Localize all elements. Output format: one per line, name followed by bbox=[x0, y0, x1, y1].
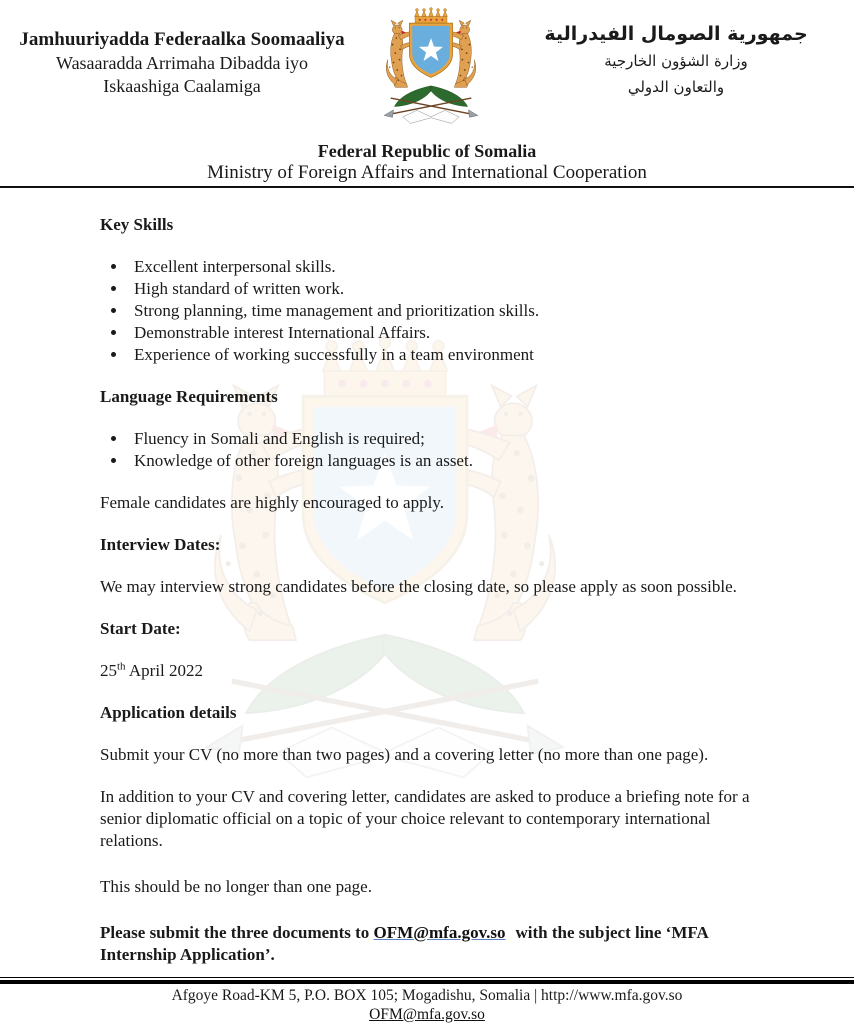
application-email-link[interactable]: OFM@mfa.gov.so bbox=[373, 923, 506, 942]
interview-dates-text: We may interview strong candidates before the closing date, so please apply as soon possible. bbox=[100, 577, 737, 596]
language-requirements-heading: Language Requirements bbox=[100, 387, 278, 406]
country-title: Federal Republic of Somalia bbox=[317, 141, 537, 161]
ministry-name-somali-line2: Wasaaradda Arrimaha Dibadda iyo bbox=[56, 53, 308, 73]
document-body bbox=[0, 188, 854, 966]
list-item: • Experience of working successfully in a team environment bbox=[128, 344, 758, 366]
ministry-name-arabic-line3: والتعاون الدولي bbox=[627, 78, 725, 96]
key-skills-list bbox=[100, 256, 758, 366]
ministry-name-somali-line3: Iskaashiga Caalamiga bbox=[103, 76, 261, 96]
submit-cv-text: Submit your CV (no more than two pages) and a covering letter (no more than one page). bbox=[100, 745, 709, 764]
final-instruction-post: with the subject line ‘MFA Internship Application’. bbox=[100, 923, 708, 964]
start-date-rest: April 2022 bbox=[125, 661, 204, 680]
somalia-coat-of-arms-icon bbox=[356, 6, 506, 133]
application-details-heading: Application details bbox=[100, 703, 237, 722]
female-candidates-note: Female candidates are highly encouraged to apply. bbox=[100, 493, 444, 512]
ministry-title: Ministry of Foreign Affairs and International Cooperation bbox=[207, 162, 647, 183]
final-instruction-pre: Please submit the three documents to bbox=[100, 923, 374, 942]
key-skills-heading: Key Skills bbox=[100, 215, 174, 234]
footer-rule-thick bbox=[0, 980, 854, 984]
list-item: • Excellent interpersonal skills. bbox=[128, 256, 758, 278]
final-instruction bbox=[100, 922, 758, 966]
letterhead bbox=[0, 0, 854, 138]
ministry-name-arabic-line2: وزارة الشؤون الخارجية bbox=[604, 52, 748, 70]
ministry-name-arabic-line1: جمهورية الصومال الفيدرالية bbox=[544, 23, 808, 45]
list-item: • Demonstrable interest International Affairs. bbox=[128, 322, 758, 344]
list-item: • Fluency in Somali and English is required; bbox=[128, 428, 758, 450]
footer-email-link[interactable]: OFM@mfa.gov.so bbox=[369, 1006, 485, 1023]
document-footer bbox=[0, 977, 854, 1024]
letterhead-english-block bbox=[0, 141, 854, 183]
start-date-ordinal: th bbox=[117, 660, 126, 673]
length-note-text: This should be no longer than one page. bbox=[100, 877, 372, 896]
list-item: • Strong planning, time management and prioritization skills. bbox=[128, 300, 758, 322]
start-date-day: 25 bbox=[100, 661, 117, 680]
letterhead-somali-block bbox=[8, 6, 356, 98]
list-item: • Knowledge of other foreign languages is an asset. bbox=[128, 450, 758, 472]
header-divider bbox=[0, 186, 854, 188]
emblem-container bbox=[356, 6, 506, 138]
interview-dates-heading: Interview Dates: bbox=[100, 535, 221, 554]
footer-rule-thin bbox=[0, 977, 854, 978]
start-date-value bbox=[100, 660, 758, 682]
footer-address: Afgoye Road-KM 5, P.O. BOX 105; Mogadishu, Somalia | http://www.mfa.gov.so bbox=[171, 987, 683, 1004]
briefing-note-text: In addition to your CV and covering letter, candidates are asked to produce a briefing note for a senior diplomatic official on a topic of your choice relevant to contemporary international relations. bbox=[100, 787, 750, 850]
start-date-heading: Start Date: bbox=[100, 619, 181, 638]
language-requirements-list bbox=[100, 428, 758, 472]
list-item: • High standard of written work. bbox=[128, 278, 758, 300]
ministry-name-somali-line1: Jamhuuriyadda Federaalka Soomaaliya bbox=[19, 29, 345, 50]
letterhead-arabic-block bbox=[506, 6, 846, 100]
